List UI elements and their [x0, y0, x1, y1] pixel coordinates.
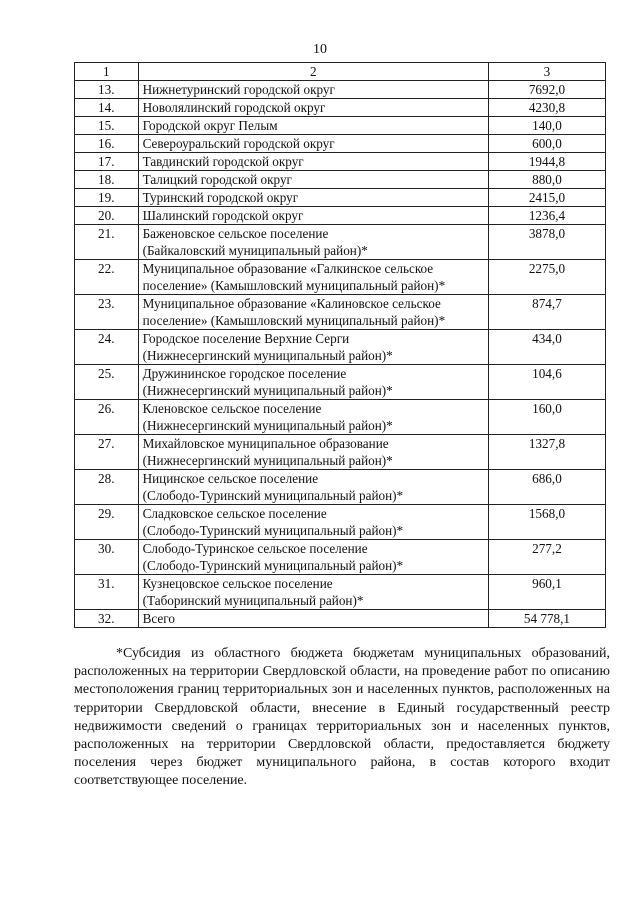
row-name — [138, 135, 488, 153]
row-name-line: Туринский городской округ — [142, 190, 299, 205]
row-name-line: (Слободо-Туринский муниципальный район)* — [142, 523, 404, 538]
row-value: 1327,8 — [488, 435, 605, 470]
row-number: 14. — [75, 99, 139, 117]
table-row — [75, 540, 606, 575]
row-name-line: Североуральский городской округ — [142, 136, 335, 151]
row-name-line: Михайловское муниципальное образование — [142, 436, 389, 451]
row-value: 1236,4 — [488, 207, 605, 225]
row-name-line: (Нижнесергинский муниципальный район)* — [142, 348, 393, 363]
row-name-line: Дружининское городское поселение — [142, 366, 347, 381]
row-number: 26. — [75, 400, 139, 435]
table-row — [75, 470, 606, 505]
row-value: 880,0 — [488, 171, 605, 189]
row-name-line: Новолялинский городской округ — [142, 100, 326, 115]
row-value: 960,1 — [488, 575, 605, 610]
row-name — [138, 260, 488, 295]
row-name-line: Нижнетуринский городской округ — [142, 82, 335, 97]
row-number: 28. — [75, 470, 139, 505]
row-value: 874,7 — [488, 295, 605, 330]
row-name-line: Тавдинский городской округ — [142, 154, 304, 169]
page-number: 10 — [313, 42, 327, 57]
table-row — [75, 135, 606, 153]
row-number: 29. — [75, 505, 139, 540]
footnote — [74, 645, 610, 791]
table-row — [75, 365, 606, 400]
row-name — [138, 575, 488, 610]
row-name-line: поселение» (Камышловский муниципальный район)* — [142, 278, 446, 293]
row-name — [138, 207, 488, 225]
footnote-text: *Субсидия из областного бюджета бюджетам муниципальных образований, расположенных на территории Свердловской области, на проведение работ по описанию местоположения границ территориальных зон и населенных пунктов, расположенных на территории Свердловской области, внесение в Единый государственный реестр недвижимости сведений о границах территориальных зон и населенных пунктов, расположенных на территории Свердловской области, предоставляется бюджету поселения через бюджет муниципального района, в состав которого входит соответствующее поселение. — [74, 646, 610, 789]
table-row — [75, 189, 606, 207]
column-header-1: 1 — [75, 63, 139, 81]
table-row — [75, 295, 606, 330]
row-number: 30. — [75, 540, 139, 575]
subsidy-table — [74, 62, 606, 628]
table-row — [75, 81, 606, 99]
row-name-line: Шалинский городской округ — [142, 208, 304, 223]
row-number: 16. — [75, 135, 139, 153]
row-number: 32. — [75, 610, 139, 628]
row-name — [138, 225, 488, 260]
row-name-line: (Нижнесергинский муниципальный район)* — [142, 418, 393, 433]
row-name — [138, 400, 488, 435]
table-row — [75, 260, 606, 295]
row-name — [138, 505, 488, 540]
table-row — [75, 225, 606, 260]
table-body — [75, 63, 606, 628]
row-name — [138, 365, 488, 400]
row-name-line: (Слободо-Туринский муниципальный район)* — [142, 488, 404, 503]
row-name — [138, 81, 488, 99]
row-number: 27. — [75, 435, 139, 470]
column-header-2: 2 — [138, 63, 488, 81]
table-row — [75, 400, 606, 435]
row-name — [138, 189, 488, 207]
row-number: 25. — [75, 365, 139, 400]
row-value: 600,0 — [488, 135, 605, 153]
row-number: 31. — [75, 575, 139, 610]
row-number: 15. — [75, 117, 139, 135]
row-name — [138, 117, 488, 135]
row-number: 13. — [75, 81, 139, 99]
row-name-line: Кленовское сельское поселение — [142, 401, 322, 416]
table-row — [75, 207, 606, 225]
table-row — [75, 153, 606, 171]
table-row — [75, 505, 606, 540]
row-number: 24. — [75, 330, 139, 365]
table-row — [75, 171, 606, 189]
row-name-line: Талицкий городской округ — [142, 172, 292, 187]
row-value: 7692,0 — [488, 81, 605, 99]
row-name — [138, 330, 488, 365]
row-value: 434,0 — [488, 330, 605, 365]
row-value: 104,6 — [488, 365, 605, 400]
row-value: 2275,0 — [488, 260, 605, 295]
row-number: 23. — [75, 295, 139, 330]
row-number: 22. — [75, 260, 139, 295]
row-name-line: Ницинское сельское поселение — [142, 471, 319, 486]
row-name-line: (Нижнесергинский муниципальный район)* — [142, 383, 393, 398]
table-header-row — [75, 63, 606, 81]
table-row — [75, 575, 606, 610]
column-header-3: 3 — [488, 63, 605, 81]
row-value: 160,0 — [488, 400, 605, 435]
row-number: 21. — [75, 225, 139, 260]
row-value: 3878,0 — [488, 225, 605, 260]
row-name-line: поселение» (Камышловский муниципальный район)* — [142, 313, 446, 328]
row-value: 54 778,1 — [488, 610, 605, 628]
row-name-line: Муниципальное образование «Галкинское сельское — [142, 261, 434, 276]
row-name — [138, 540, 488, 575]
row-name — [138, 153, 488, 171]
table-row — [75, 330, 606, 365]
table-row — [75, 610, 606, 628]
row-name-line: Городской округ Пелым — [142, 118, 278, 133]
row-name — [138, 99, 488, 117]
row-number: 17. — [75, 153, 139, 171]
table-row — [75, 117, 606, 135]
row-name-line: Баженовское сельское поселение — [142, 226, 329, 241]
table-row — [75, 435, 606, 470]
row-name-line: (Слободо-Туринский муниципальный район)* — [142, 558, 404, 573]
row-name — [138, 171, 488, 189]
row-number: 20. — [75, 207, 139, 225]
table-row — [75, 99, 606, 117]
row-number: 18. — [75, 171, 139, 189]
row-value: 2415,0 — [488, 189, 605, 207]
row-name-line: Кузнецовское сельское поселение — [142, 576, 333, 591]
row-name — [138, 295, 488, 330]
row-name-line: Муниципальное образование «Калиновское сельское — [142, 296, 441, 311]
row-name-line: Всего — [142, 611, 175, 626]
row-value: 1944,8 — [488, 153, 605, 171]
row-name — [138, 610, 488, 628]
row-name-line: Сладковское сельское поселение — [142, 506, 327, 521]
row-value: 277,2 — [488, 540, 605, 575]
row-name-line: Городское поселение Верхние Серги — [142, 331, 350, 346]
row-name-line: (Таборинский муниципальный район)* — [142, 593, 364, 608]
row-name — [138, 435, 488, 470]
row-name — [138, 470, 488, 505]
row-name-line: Слободо-Туринское сельское поселение — [142, 541, 368, 556]
row-number: 19. — [75, 189, 139, 207]
row-name-line: (Байкаловский муниципальный район)* — [142, 243, 368, 258]
row-value: 4230,8 — [488, 99, 605, 117]
row-value: 686,0 — [488, 470, 605, 505]
row-value: 140,0 — [488, 117, 605, 135]
row-value: 1568,0 — [488, 505, 605, 540]
row-name-line: (Нижнесергинский муниципальный район)* — [142, 453, 393, 468]
